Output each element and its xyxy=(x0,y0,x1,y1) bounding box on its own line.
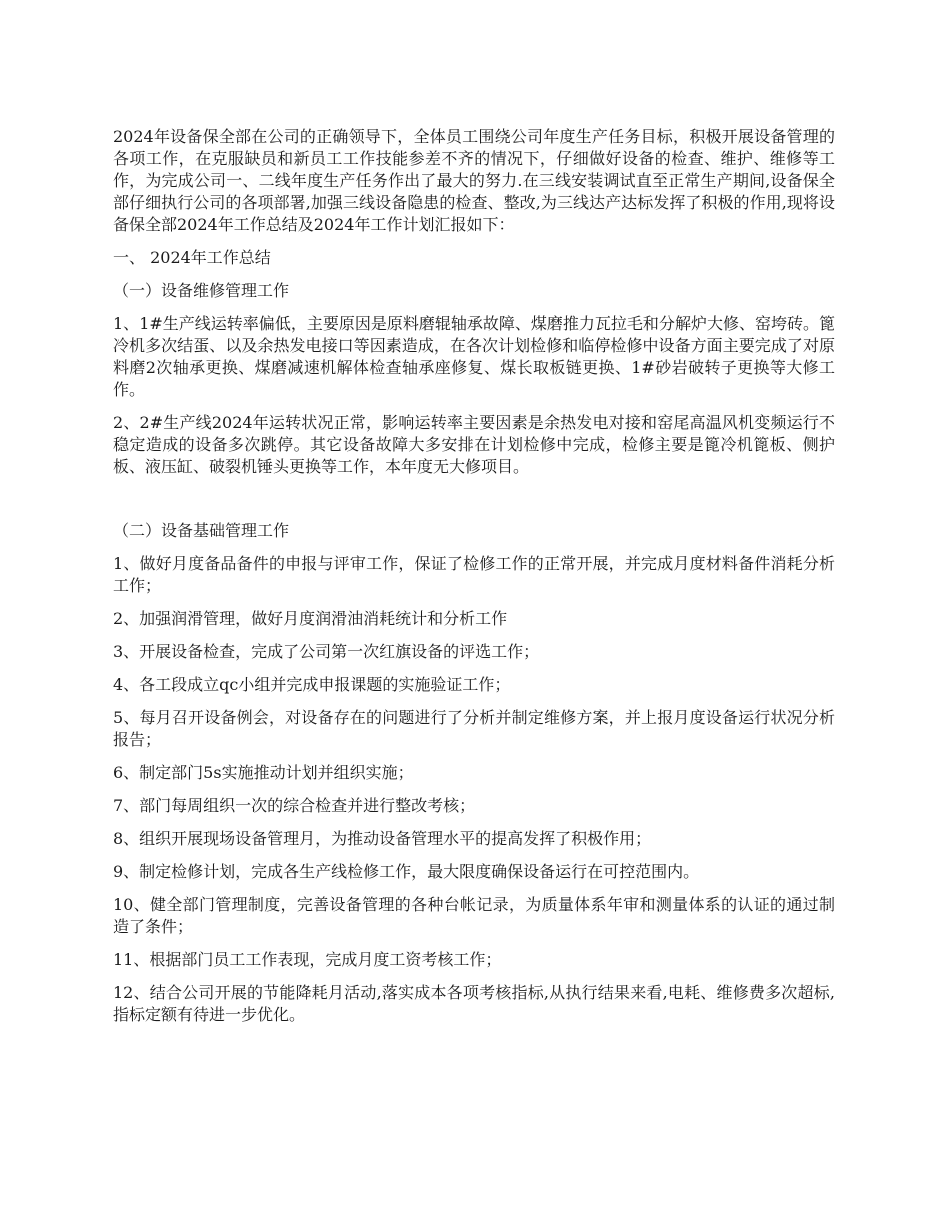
intro-paragraph: 2024年设备保全部在公司的正确领导下，全体员工围绕公司年度生产任务目标，积极开展设备管理的各项工作，在克服缺员和新员工工作技能参差不齐的情况下，仔细做好设备的检查、维护、维修等工作，为完成公司一、二线年度生产任务作出了最大的努力.在三线安装调试直至正常生产期间,设备保全部仔细执行公司的各项部署,加强三线设备隐患的检查、整改,为三线达产达标发挥了积极的作用,现将设备保全部2024年工作总结及2024年工作计划汇报如下： xyxy=(113,127,835,234)
basic-item-4: 4、各工段成立qc小组并完成申报课题的实施验证工作； xyxy=(113,675,511,694)
basic-item-10: 10、健全部门管理制度，完善设备管理的各种台帐记录，为质量体系年审和测量体系的认证的通过制造了条件； xyxy=(113,895,835,936)
maintenance-item-1: 1、1#生产线运转率偏低，主要原因是原料磨辊轴承故障、煤磨推力瓦拉毛和分解炉大修、窑垮砖。篦冷机多次结蛋、以及余热发电接口等因素造成，在各次计划检修和临停检修中设备方面主要完成了对原料磨2次轴承更换、煤磨减速机解体检查轴承座修复、煤长取板链更换、1#砂岩破转子更换等大修工作。 xyxy=(113,314,835,399)
heading-maintenance-management: （一）设备维修管理工作 xyxy=(113,281,290,300)
basic-item-3: 3、开展设备检查，完成了公司第一次红旗设备的评选工作； xyxy=(113,642,540,661)
basic-item-6: 6、制定部门5s实施推动计划并组织实施； xyxy=(113,763,414,782)
heading-basic-management: （二）设备基础管理工作 xyxy=(113,521,290,540)
basic-item-9: 9、制定检修计划，完成各生产线检修工作，最大限度确保设备运行在可控范围内。 xyxy=(113,862,700,881)
basic-item-5: 5、每月召开设备例会，对设备存在的问题进行了分析并制定维修方案，并上报月度设备运行状况分析报告； xyxy=(113,708,835,749)
document-page xyxy=(113,126,835,1037)
maintenance-item-2: 2、2#生产线2024年运转状况正常，影响运转率主要因素是余热发电对接和窑尾高温风机变频运行不稳定造成的设备多次跳停。其它设备故障大多安排在计划检修中完成，检修主要是篦冷机篦板、侧护板、液压缸、破裂机锤头更换等工作，本年度无大修项目。 xyxy=(113,413,835,476)
basic-item-1: 1、做好月度备品备件的申报与评审工作，保证了检修工作的正常开展，并完成月度材料备件消耗分析工作； xyxy=(113,554,835,595)
heading-work-summary: 一、 2024年工作总结 xyxy=(113,248,271,267)
basic-item-12: 12、结合公司开展的节能降耗月活动,落实成本各项考核指标,从执行结果来看,电耗、维修费多次超标, 指标定额有待进一步优化。 xyxy=(113,983,835,1024)
basic-item-7: 7、部门每周组织一次的综合检查并进行整改考核； xyxy=(113,796,476,815)
basic-item-2: 2、加强润滑管理，做好月度润滑油消耗统计和分析工作 xyxy=(113,609,508,628)
basic-item-8: 8、组织开展现场设备管理月，为推动设备管理水平的提高发挥了积极作用； xyxy=(113,829,652,848)
basic-item-11: 11、根据部门员工工作表现，完成月度工资考核工作； xyxy=(113,950,502,969)
